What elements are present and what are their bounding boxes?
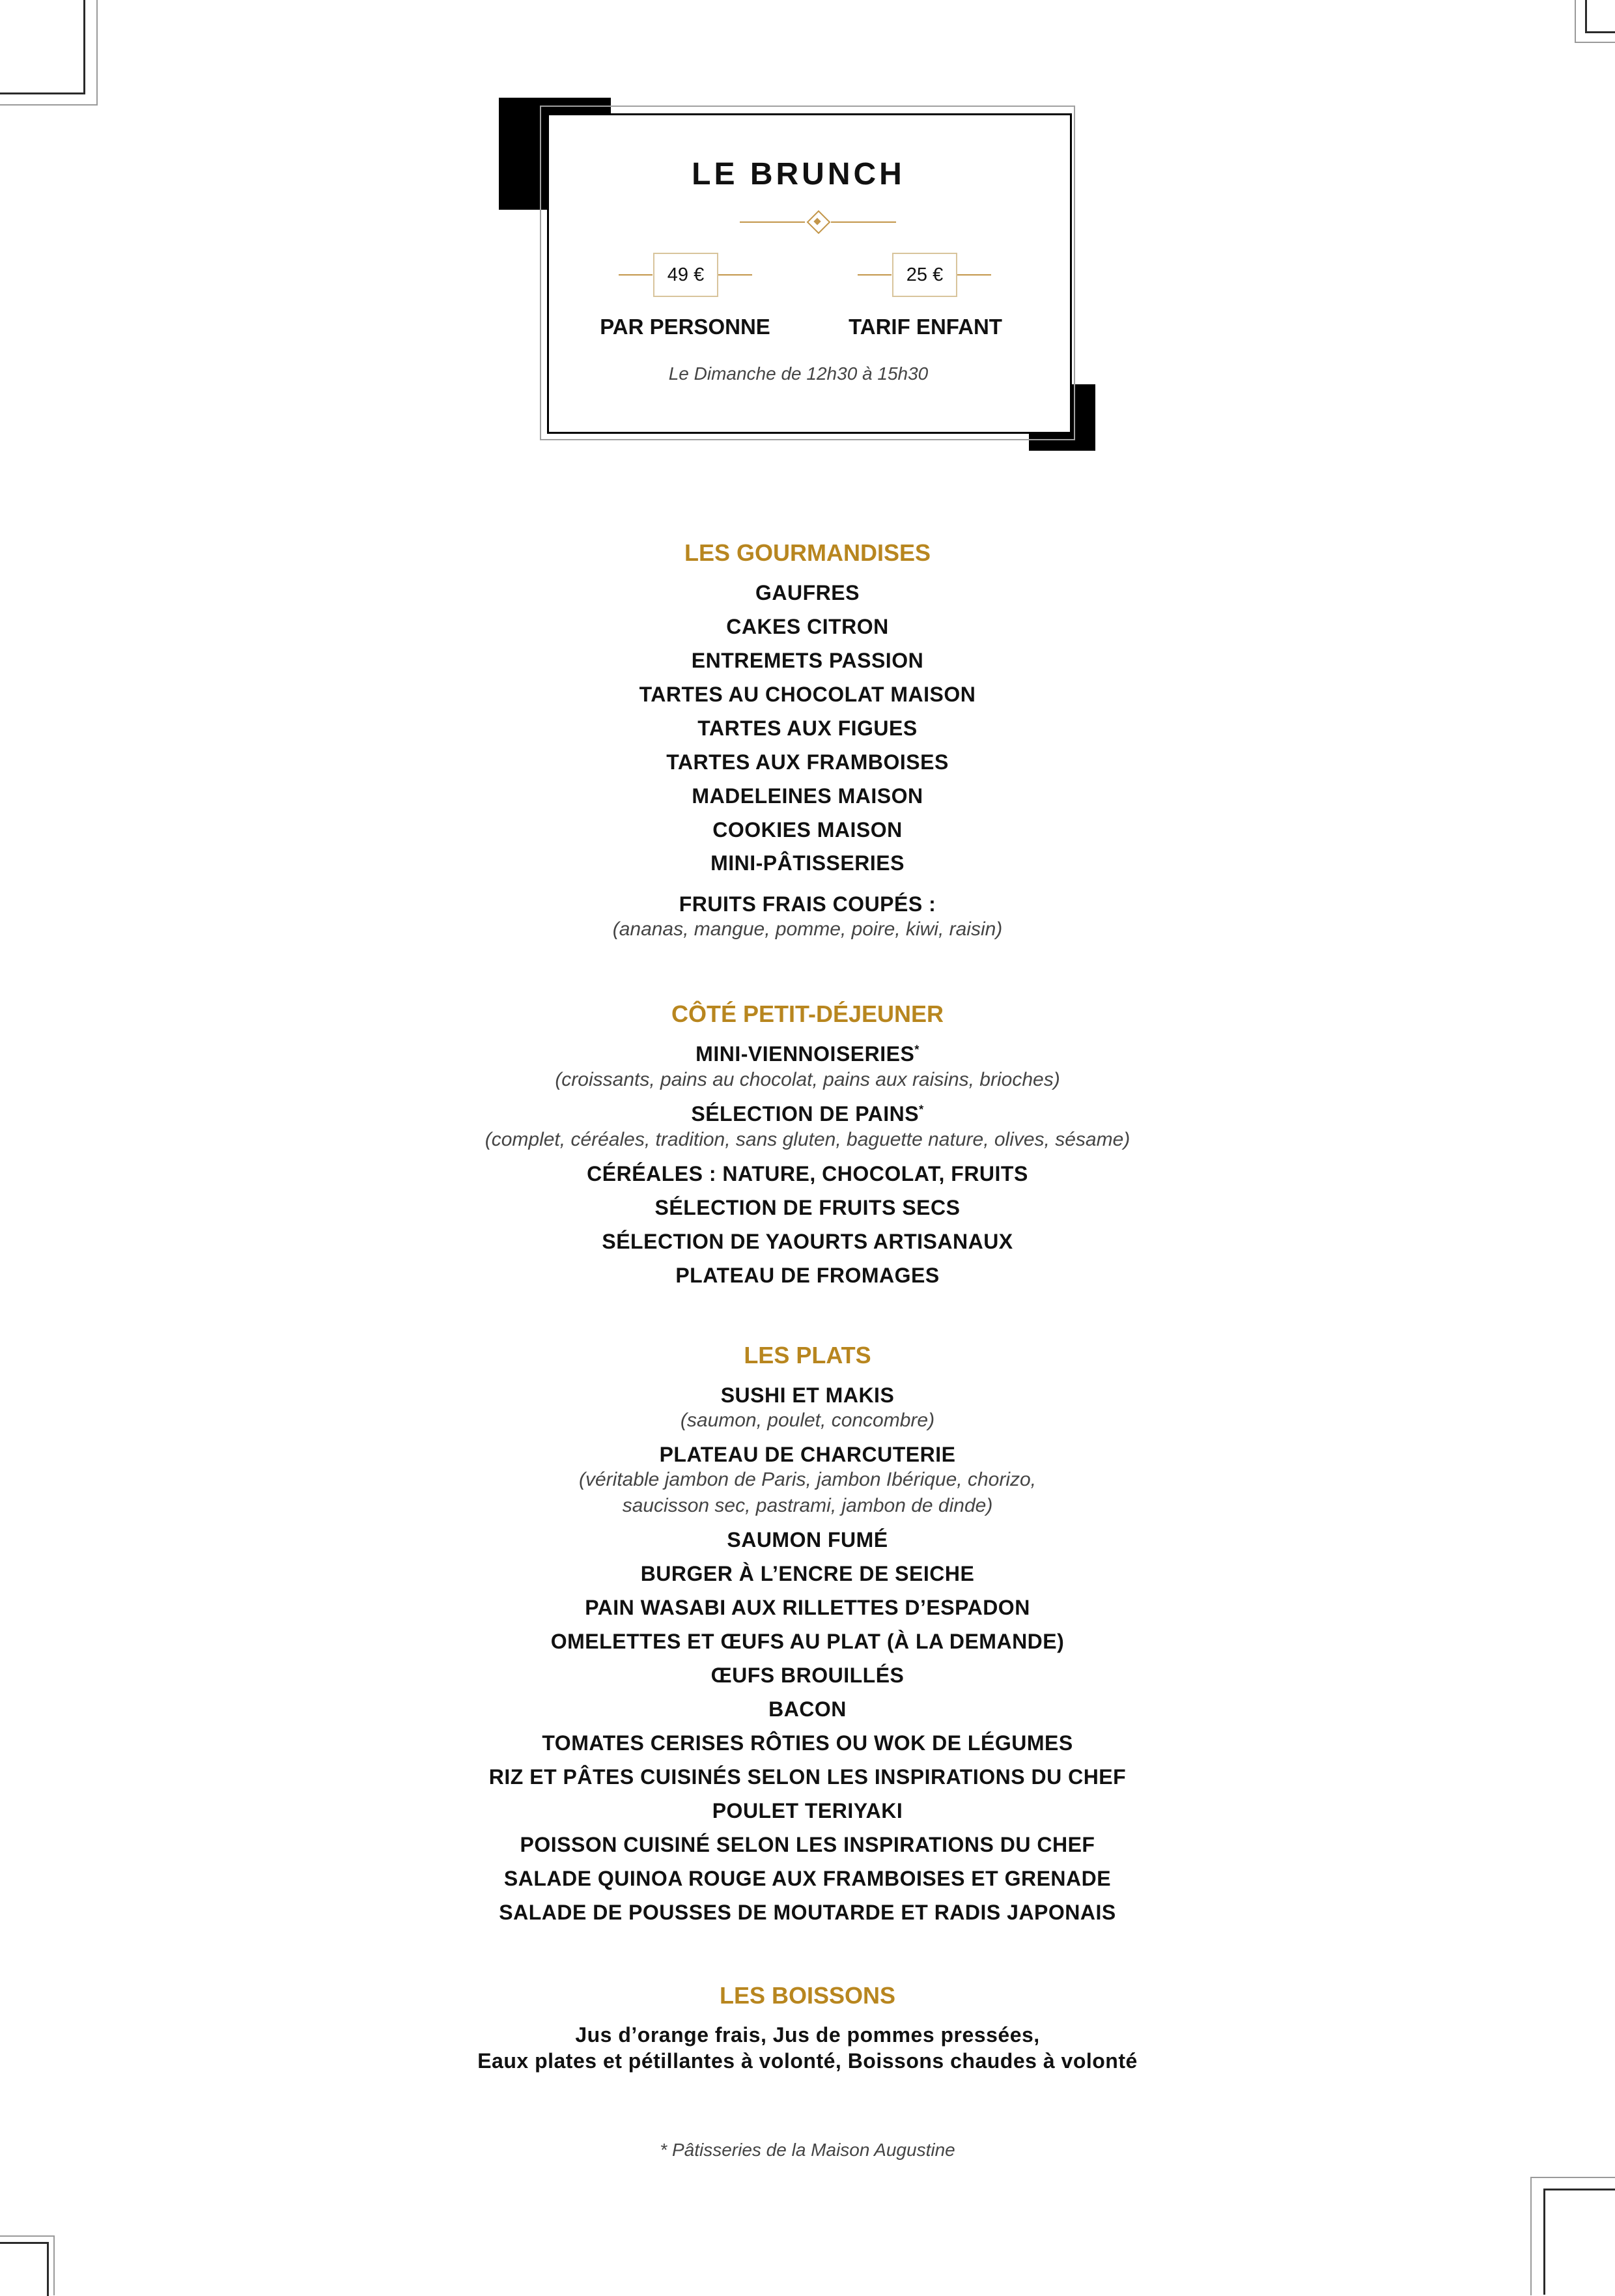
footnote: * Pâtisseries de la Maison Augustine <box>660 2140 955 2160</box>
menu-item: BURGER À L’ENCRE DE SEICHE <box>640 1562 975 1585</box>
price-adult-label: PAR PERSONNE <box>600 315 770 339</box>
menu-item: SÉLECTION DE FRUITS SECS <box>654 1196 961 1219</box>
menu-item: BACON <box>768 1697 847 1721</box>
footnote-marker: * <box>919 1103 924 1116</box>
price-child-label: TARIF ENFANT <box>849 315 1002 339</box>
menu-item: PLATEAU DE CHARCUTERIE <box>659 1443 956 1466</box>
drinks-line: Eaux plates et pétillantes à volonté, Boissons chaudes à volonté <box>477 2049 1138 2073</box>
menu-item-label: MINI-VIENNOISERIES <box>695 1042 915 1066</box>
menu-item-description: (croissants, pains au chocolat, pains aux raisins, brioches) <box>555 1069 1060 1090</box>
corner-frame-bottom-left-outer <box>0 2235 55 2295</box>
menu-item: TARTES AU CHOCOLAT MAISON <box>639 683 976 706</box>
menu-item: POULET TERIYAKI <box>712 1799 903 1822</box>
price-child-box: 25 € <box>892 253 957 297</box>
menu-item: SALADE QUINOA ROUGE AUX FRAMBOISES ET GRENADE <box>503 1867 1112 1890</box>
footnote-marker: * <box>914 1043 920 1056</box>
corner-frame-top-left-outer <box>0 0 98 106</box>
brunch-header-card <box>499 98 1098 451</box>
section-title-boissons: LES BOISSONS <box>719 1982 896 2009</box>
menu-item: ENTREMETS PASSION <box>691 649 924 672</box>
menu-item: MADELEINES MAISON <box>692 784 923 808</box>
menu-item <box>0 1042 1615 1066</box>
price-adult-line-left <box>619 274 653 276</box>
drinks-line: Jus d’orange frais, Jus de pommes pressées, <box>575 2023 1040 2047</box>
menu-item: TOMATES CERISES RÔTIES OU WOK DE LÉGUMES <box>542 1731 1073 1755</box>
menu-item-description: (véritable jambon de Paris, jambon Ibérique, chorizo, <box>578 1469 1037 1490</box>
menu-item: TARTES AUX FRAMBOISES <box>666 750 949 774</box>
menu-item: RIZ ET PÂTES CUISINÉS SELON LES INSPIRATIONS DU CHEF <box>488 1765 1127 1789</box>
menu-item-description: saucisson sec, pastrami, jambon de dinde) <box>622 1495 993 1516</box>
menu-item: SALADE DE POUSSES DE MOUTARDE ET RADIS JAPONAIS <box>499 1901 1116 1924</box>
menu-item: CÉRÉALES : NATURE, CHOCOLAT, FRUITS <box>587 1162 1028 1185</box>
page-title: LE BRUNCH <box>692 157 905 191</box>
menu-item: ŒUFS BROUILLÉS <box>710 1664 905 1687</box>
section-title-gourmandises: LES GOURMANDISES <box>684 539 931 566</box>
price-adult-box: 49 € <box>653 253 718 297</box>
menu-item: POISSON CUISINÉ SELON LES INSPIRATIONS DU CHEF <box>520 1833 1095 1856</box>
menu-item-label: SÉLECTION DE PAINS <box>691 1102 920 1126</box>
section-title-plats: LES PLATS <box>744 1342 871 1368</box>
menu-item: COOKIES MAISON <box>712 818 903 842</box>
menu-item: SAUMON FUMÉ <box>727 1528 888 1552</box>
section-title-petit-dejeuner: CÔTÉ PETIT-DÉJEUNER <box>671 1000 944 1027</box>
menu-item-description: (complet, céréales, tradition, sans gluten, baguette nature, olives, sésame) <box>484 1129 1130 1150</box>
menu-item: PAIN WASABI AUX RILLETTES D’ESPADON <box>585 1596 1030 1619</box>
menu-item: FRUITS FRAIS COUPÉS : <box>679 892 936 916</box>
menu-item: GAUFRES <box>755 581 860 604</box>
menu-item: OMELETTES ET ŒUFS AU PLAT (À LA DEMANDE) <box>550 1630 1065 1653</box>
menu-item <box>0 1102 1615 1126</box>
corner-frame-bottom-right-outer <box>1530 2177 1615 2295</box>
menu-item: SÉLECTION DE YAOURTS ARTISANAUX <box>602 1230 1013 1253</box>
menu-item: SUSHI ET MAKIS <box>720 1383 895 1407</box>
opening-hours: Le Dimanche de 12h30 à 15h30 <box>668 363 929 384</box>
price-child-line-right <box>957 274 991 276</box>
menu-item: TARTES AUX FIGUES <box>697 716 918 740</box>
price-adult-line-right <box>718 274 752 276</box>
menu-item: PLATEAU DE FROMAGES <box>675 1264 940 1287</box>
price-child-line-left <box>858 274 892 276</box>
menu-item-description: (ananas, mangue, pomme, poire, kiwi, raisin) <box>612 918 1003 940</box>
corner-frame-top-right-outer <box>1575 0 1615 43</box>
menu-item: MINI-PÂTISSERIES <box>710 851 905 875</box>
menu-item-description: (saumon, poulet, concombre) <box>680 1410 935 1431</box>
menu-item: CAKES CITRON <box>726 615 889 638</box>
